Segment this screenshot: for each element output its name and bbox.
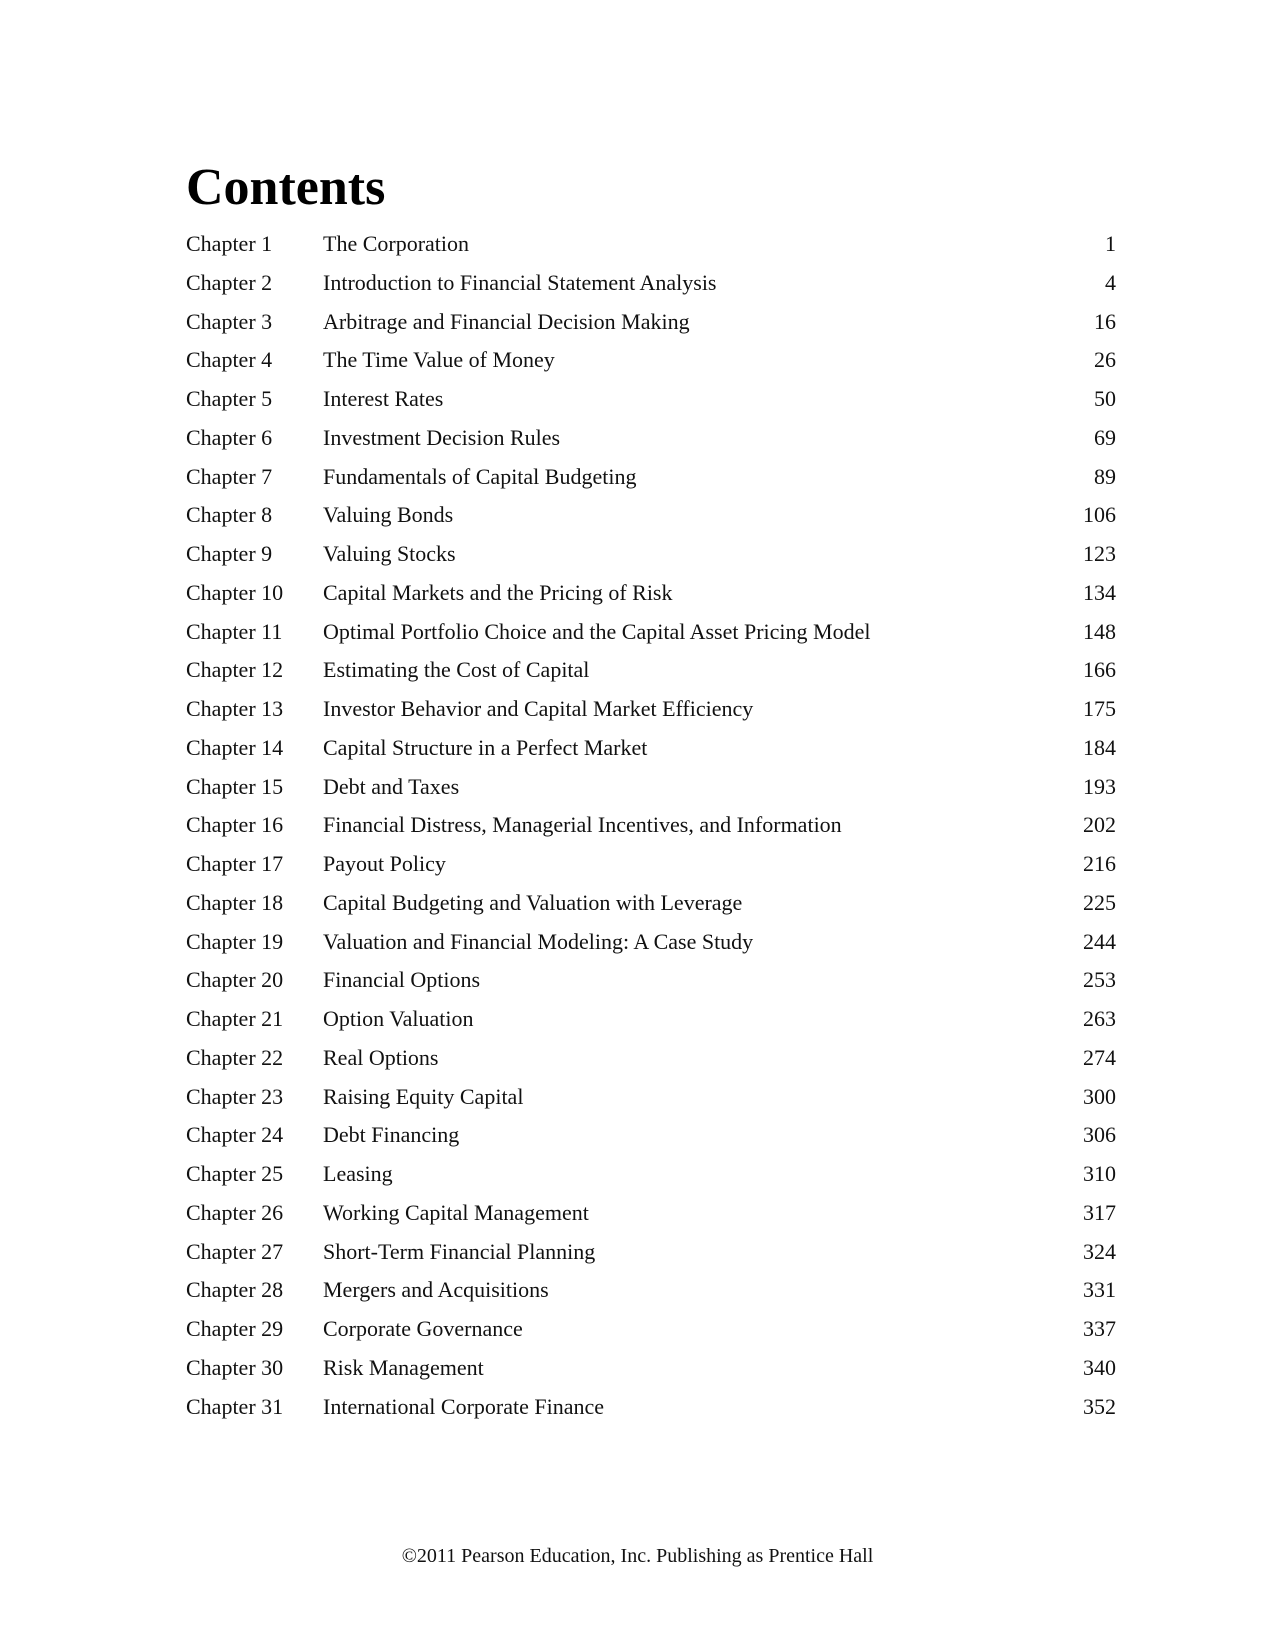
- toc-chapter-label: Chapter 21: [186, 1006, 284, 1031]
- toc-chapter-label: Chapter 18: [186, 889, 284, 915]
- toc-chapter-label: Chapter 29: [186, 1316, 284, 1341]
- page-title: Contents: [186, 159, 386, 216]
- toc-chapter-title: Investor Behavior and Capital Market Efficiency: [323, 696, 754, 721]
- toc-chapter-title: Valuing Stocks: [323, 541, 456, 566]
- toc-chapter-label: Chapter 17: [186, 851, 284, 876]
- toc-chapter-label: Chapter 15: [186, 773, 284, 799]
- toc-entry[interactable]: [186, 613, 1116, 652]
- toc-chapter-label: Chapter 7: [186, 463, 273, 489]
- toc-page-number: 352: [1083, 1393, 1116, 1419]
- toc-chapter-label: Chapter 24: [186, 1122, 284, 1148]
- toc-chapter-title: Option Valuation: [323, 1006, 474, 1031]
- toc-chapter-title: Risk Management: [323, 1354, 484, 1380]
- toc-page-number: 16: [1094, 308, 1116, 334]
- toc-chapter-title: Optimal Portfolio Choice and the Capital Asset Pricing Model: [323, 618, 871, 644]
- toc-chapter-title: Interest Rates: [323, 386, 444, 411]
- toc-chapter-label: Chapter 6: [186, 424, 273, 450]
- toc-page-number: 69: [1094, 424, 1116, 450]
- toc-entry[interactable]: [186, 341, 1116, 380]
- toc-entry[interactable]: [186, 1349, 1116, 1388]
- toc-entry[interactable]: [186, 1155, 1116, 1194]
- toc-chapter-label: Chapter 12: [186, 657, 284, 683]
- toc-chapter-title: International Corporate Finance: [323, 1393, 605, 1419]
- toc-chapter-title: Valuing Bonds: [323, 502, 454, 528]
- toc-page-number: 253: [1083, 967, 1116, 993]
- toc-chapter-title: Financial Options: [323, 967, 481, 993]
- toc-entry[interactable]: [186, 961, 1116, 1000]
- toc-page-number: 123: [1083, 541, 1116, 566]
- toc-chapter-label: Chapter 5: [186, 386, 273, 411]
- toc-page-number: 310: [1083, 1161, 1116, 1186]
- toc-entry[interactable]: [186, 845, 1116, 884]
- toc-chapter-label: Chapter 1: [186, 231, 273, 256]
- toc-chapter-label: Chapter 30: [186, 1354, 284, 1380]
- toc-chapter-label: Chapter 16: [186, 812, 284, 838]
- toc-chapter-label: Chapter 11: [186, 618, 283, 644]
- toc-chapter-label: Chapter 31: [186, 1393, 284, 1419]
- toc-chapter-title: The Corporation: [323, 231, 470, 256]
- toc-chapter-label: Chapter 27: [186, 1238, 284, 1264]
- toc-chapter-title: Leasing: [323, 1161, 393, 1186]
- toc-chapter-title: Short-Term Financial Planning: [323, 1238, 596, 1264]
- toc-entry[interactable]: [186, 806, 1116, 845]
- toc-page-number: 166: [1083, 657, 1116, 683]
- toc-chapter-label: Chapter 19: [186, 928, 284, 954]
- toc-chapter-title: Capital Markets and the Pricing of Risk: [323, 579, 673, 605]
- toc-page-number: 306: [1083, 1122, 1116, 1148]
- toc-chapter-label: Chapter 2: [186, 269, 273, 295]
- toc-chapter-label: Chapter 13: [186, 696, 284, 721]
- toc-entry[interactable]: [186, 1194, 1116, 1233]
- toc-chapter-label: Chapter 4: [186, 347, 273, 373]
- toc-chapter-label: Chapter 26: [186, 1199, 284, 1225]
- toc-page-number: 184: [1083, 734, 1116, 760]
- toc-page-number: 331: [1083, 1277, 1116, 1303]
- toc-chapter-title: Mergers and Acquisitions: [323, 1277, 549, 1303]
- toc-page-number: 324: [1083, 1238, 1116, 1264]
- toc-page-number: 337: [1083, 1316, 1116, 1341]
- toc-chapter-label: Chapter 22: [186, 1044, 284, 1070]
- toc-entry[interactable]: [186, 923, 1116, 962]
- toc-page-number: 216: [1083, 851, 1116, 876]
- toc-page-number: 175: [1083, 696, 1116, 721]
- toc-page-number: 274: [1083, 1044, 1116, 1070]
- toc-chapter-title: Debt Financing: [323, 1122, 460, 1148]
- toc-chapter-title: Arbitrage and Financial Decision Making: [323, 308, 690, 334]
- toc-page-number: 340: [1083, 1354, 1116, 1380]
- toc-page-number: 317: [1083, 1199, 1116, 1225]
- toc-entry[interactable]: [186, 225, 1116, 264]
- toc-chapter-title: Real Options: [323, 1044, 439, 1070]
- toc-page-number: 50: [1094, 386, 1116, 411]
- toc-entry[interactable]: [186, 574, 1116, 613]
- table-of-contents: [186, 225, 1116, 1426]
- toc-page-number: 263: [1083, 1006, 1116, 1031]
- toc-entry[interactable]: [186, 419, 1116, 458]
- toc-page-number: 225: [1083, 889, 1116, 915]
- toc-entry[interactable]: [186, 535, 1116, 574]
- toc-page-number: 148: [1083, 618, 1116, 644]
- toc-chapter-title: Corporate Governance: [323, 1316, 523, 1341]
- toc-chapter-title: Capital Budgeting and Valuation with Leverage: [323, 889, 743, 915]
- toc-entry[interactable]: [186, 1271, 1116, 1310]
- toc-entry[interactable]: [186, 1388, 1116, 1427]
- toc-entry[interactable]: [186, 768, 1116, 807]
- toc-chapter-label: Chapter 3: [186, 308, 273, 334]
- toc-entry[interactable]: [186, 1310, 1116, 1349]
- toc-page-number: 1: [1105, 231, 1116, 256]
- toc-entry[interactable]: [186, 1039, 1116, 1078]
- toc-chapter-title: Investment Decision Rules: [323, 424, 561, 450]
- toc-chapter-label: Chapter 25: [186, 1161, 284, 1186]
- toc-chapter-label: Chapter 8: [186, 502, 273, 528]
- toc-chapter-label: Chapter 28: [186, 1277, 284, 1303]
- toc-page-number: 4: [1105, 269, 1116, 295]
- toc-page-number: 300: [1083, 1083, 1116, 1109]
- toc-chapter-title: Introduction to Financial Statement Analysis: [323, 269, 717, 295]
- toc-entry[interactable]: [186, 690, 1116, 729]
- toc-chapter-title: Payout Policy: [323, 851, 446, 876]
- toc-chapter-title: Debt and Taxes: [323, 773, 460, 799]
- toc-entry[interactable]: [186, 1233, 1116, 1272]
- toc-chapter-title: Raising Equity Capital: [323, 1083, 524, 1109]
- toc-chapter-label: Chapter 23: [186, 1083, 284, 1109]
- toc-chapter-title: The Time Value of Money: [323, 347, 555, 373]
- toc-entry[interactable]: [186, 1116, 1116, 1155]
- toc-chapter-title: Fundamentals of Capital Budgeting: [323, 463, 637, 489]
- toc-entry[interactable]: [186, 1078, 1116, 1117]
- toc-chapter-title: Financial Distress, Managerial Incentives, and Information: [323, 812, 842, 838]
- toc-entry[interactable]: [186, 380, 1116, 419]
- toc-page-number: 26: [1094, 347, 1116, 373]
- toc-entry[interactable]: [186, 303, 1116, 342]
- toc-chapter-label: Chapter 14: [186, 734, 284, 760]
- toc-page-number: 106: [1083, 502, 1116, 528]
- toc-chapter-title: Capital Structure in a Perfect Market: [323, 734, 648, 760]
- toc-chapter-label: Chapter 20: [186, 967, 284, 993]
- toc-page-number: 244: [1083, 928, 1116, 954]
- toc-entry[interactable]: [186, 458, 1116, 497]
- toc-chapter-title: Working Capital Management: [323, 1199, 589, 1225]
- toc-chapter-title: Estimating the Cost of Capital: [323, 657, 590, 683]
- toc-entry[interactable]: [186, 1000, 1116, 1039]
- toc-page-number: 89: [1094, 463, 1116, 489]
- toc-entry[interactable]: [186, 729, 1116, 768]
- toc-chapter-label: Chapter 10: [186, 579, 284, 605]
- toc-entry[interactable]: [186, 884, 1116, 923]
- copyright-footer: ©2011 Pearson Education, Inc. Publishing as Prentice Hall: [401, 1545, 874, 1567]
- toc-entry[interactable]: [186, 651, 1116, 690]
- toc-page-number: 134: [1083, 579, 1116, 605]
- toc-chapter-title: Valuation and Financial Modeling: A Case Study: [323, 928, 754, 954]
- toc-chapter-label: Chapter 9: [186, 541, 273, 566]
- toc-page-number: 193: [1083, 773, 1116, 799]
- toc-page-number: 202: [1083, 812, 1116, 838]
- toc-entry[interactable]: [186, 264, 1116, 303]
- toc-entry[interactable]: [186, 496, 1116, 535]
